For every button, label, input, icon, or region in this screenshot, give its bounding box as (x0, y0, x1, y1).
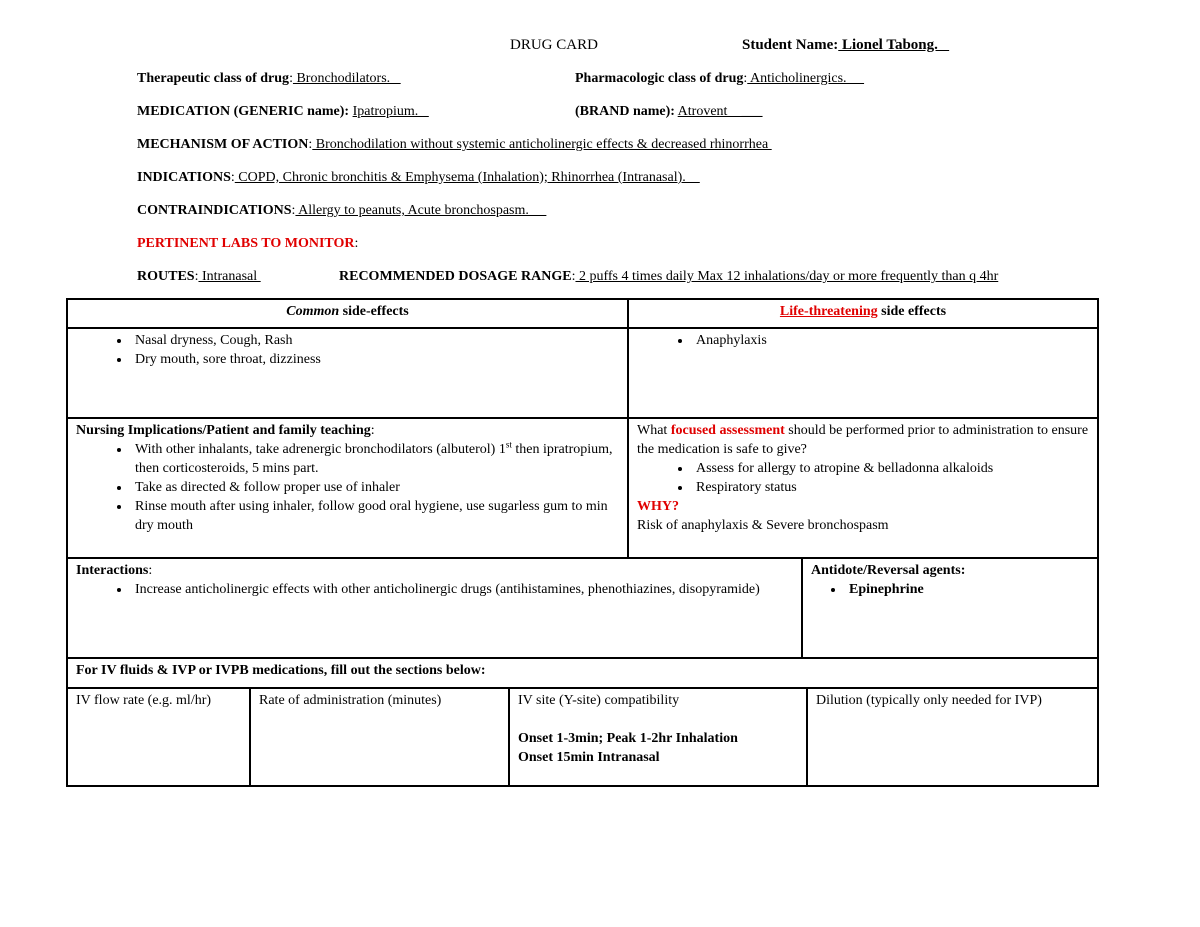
indications-label: INDICATIONS (137, 170, 231, 185)
dilution-cell: Dilution (typically only needed for IVP) (807, 688, 1098, 786)
common-side-effects-list (76, 331, 619, 369)
antidote-heading: Antidote/Reversal agents: (811, 563, 966, 578)
interactions-cell: Interactions: • Increase anticholinergic effects with other anticholinergic drugs (antihistamines, phenothiazines, disopyramide) (67, 558, 802, 658)
interactions-heading: Interactions (76, 563, 149, 578)
common-side-effects-header (67, 299, 628, 328)
routes-value: Intranasal (198, 269, 261, 284)
generic-name-label: MEDICATION (GENERIC name): (137, 104, 350, 119)
brand-name-label: (BRAND name): (575, 104, 675, 119)
routes: ROUTES: Intranasal (137, 269, 261, 284)
dosage-value: 2 puffs 4 times daily Max 12 inhalations/day or more frequently than q 4hr (575, 269, 999, 284)
contraindications: CONTRAINDICATIONS: Allergy to peanuts, Acute bronchospasm. (137, 203, 547, 218)
life-threatening-label-rest: side effects (877, 304, 947, 319)
life-threatening-header (628, 299, 1098, 328)
life-threatening-cell (628, 328, 1098, 418)
list-item: • Take as directed & follow proper use of inhaler (131, 478, 619, 497)
life-threatening-list (637, 331, 1089, 350)
antidote-list (811, 580, 1089, 599)
iv-heading: For IV fluids & IVP or IVPB medications, fill out the sections below: (67, 658, 1098, 688)
assessment-question: What focused assessment should be performed prior to administration to ensure the medication is safe to give? (637, 423, 1089, 457)
focused-assessment-cell (628, 418, 1098, 558)
side-effects-table (66, 298, 1099, 559)
indications: INDICATIONS: COPD, Chronic bronchitis & Emphysema (Inhalation); Rhinorrhea (Intranasal). (137, 170, 700, 185)
pertinent-labs-label: PERTINENT LABS TO MONITOR (137, 236, 355, 251)
pharmacologic-class-label: Pharmacologic class of drug (575, 71, 744, 86)
iv-compatibility-label: IV site (Y-site) compatibility (518, 693, 680, 708)
dosage-range: RECOMMENDED DOSAGE RANGE: 2 puffs 4 times daily Max 12 inhalations/day or more frequently than q 4hr (339, 269, 999, 284)
iv-table (66, 657, 1099, 787)
pharmacologic-class-value: Anticholinergics. (747, 71, 865, 86)
life-threatening-label: Life-threatening (779, 304, 878, 319)
list-item: • Dry mouth, sore throat, dizziness (131, 350, 619, 369)
student-name-value: Lionel Tabong. (838, 37, 950, 53)
list-item: • Rinse mouth after using inhaler, follow good oral hygiene, use sugarless gum to min dry mouth (131, 497, 619, 535)
page-title: DRUG CARD (510, 37, 598, 53)
indications-value: COPD, Chronic bronchitis & Emphysema (Inhalation); Rhinorrhea (Intranasal). (234, 170, 700, 185)
list-item: • Increase anticholinergic effects with other anticholinergic drugs (antihistamines, phenothiazines, disopyramide) (131, 580, 793, 599)
student-name (742, 36, 949, 54)
therapeutic-class-label: Therapeutic class of drug (137, 71, 290, 86)
why-text: Risk of anaphylaxis & Severe bronchospasm (637, 518, 889, 533)
student-name-label: Student Name: (742, 37, 839, 53)
common-label-rest: side-effects (339, 304, 409, 319)
therapeutic-class-value: Bronchodilators. (292, 71, 401, 86)
nursing-list (76, 440, 619, 535)
iv-flow-rate-cell: IV flow rate (e.g. ml/hr) (67, 688, 250, 786)
onset-line-2: Onset 15min Intranasal (518, 750, 660, 765)
list-item: • With other inhalants, take adrenergic bronchodilators (albuterol) 1st then ipratropium, then corticosteroids, 5 mins part. (131, 440, 619, 478)
rate-of-administration-cell: Rate of administration (minutes) (250, 688, 509, 786)
mechanism-of-action: MECHANISM OF ACTION: Bronchodilation without systemic anticholinergic effects & decreased rhinorrhea (137, 137, 772, 152)
generic-name-value: Ipatropium. (352, 104, 429, 119)
interactions-list (76, 580, 793, 599)
list-item: • Respiratory status (692, 478, 1089, 497)
dosage-label: RECOMMENDED DOSAGE RANGE (339, 269, 572, 284)
interactions-table (66, 557, 1099, 659)
mechanism-value: Bronchodilation without systemic anticholinergic effects & decreased rhinorrhea (312, 137, 772, 152)
iv-compatibility-cell (509, 688, 807, 786)
routes-label: ROUTES (137, 269, 195, 284)
list-item: • Epinephrine (845, 580, 1089, 599)
assessment-list (637, 459, 1089, 497)
therapeutic-class: Therapeutic class of drug: Bronchodilators. (137, 71, 401, 86)
nursing-implications-cell: Nursing Implications/Patient and family teaching: • With other inhalants, take adrenergic bronchodilators (albuterol) 1st then ipratropium, then corticosteroids, 5 mins part. • Take as directed & follow proper use of inhaler • Rinse mouth after using inhaler, follow good oral hygiene, use sugarless gum to min dry mouth (67, 418, 628, 558)
contraindications-label: CONTRAINDICATIONS (137, 203, 292, 218)
brand-name (575, 103, 762, 121)
list-item: • Nasal dryness, Cough, Rash (131, 331, 619, 350)
list-item: • Anaphylaxis (692, 331, 1089, 350)
common-label-italic: Common (286, 304, 340, 319)
pharmacologic-class: Pharmacologic class of drug: Anticholinergics. (575, 71, 865, 86)
why-label: WHY? (637, 499, 679, 514)
generic-name (137, 103, 429, 121)
nursing-heading: Nursing Implications/Patient and family teaching (76, 423, 371, 438)
mechanism-label: MECHANISM OF ACTION (137, 137, 309, 152)
antidote-cell (802, 558, 1098, 658)
common-side-effects-cell (67, 328, 628, 418)
pertinent-labs: PERTINENT LABS TO MONITOR: (137, 236, 359, 251)
brand-name-value: Atrovent ___ (677, 104, 763, 119)
list-item: • Assess for allergy to atropine & belladonna alkaloids (692, 459, 1089, 478)
onset-line-1: Onset 1-3min; Peak 1-2hr Inhalation (518, 731, 738, 746)
contraindications-value: Allergy to peanuts, Acute bronchospasm. (295, 203, 547, 218)
